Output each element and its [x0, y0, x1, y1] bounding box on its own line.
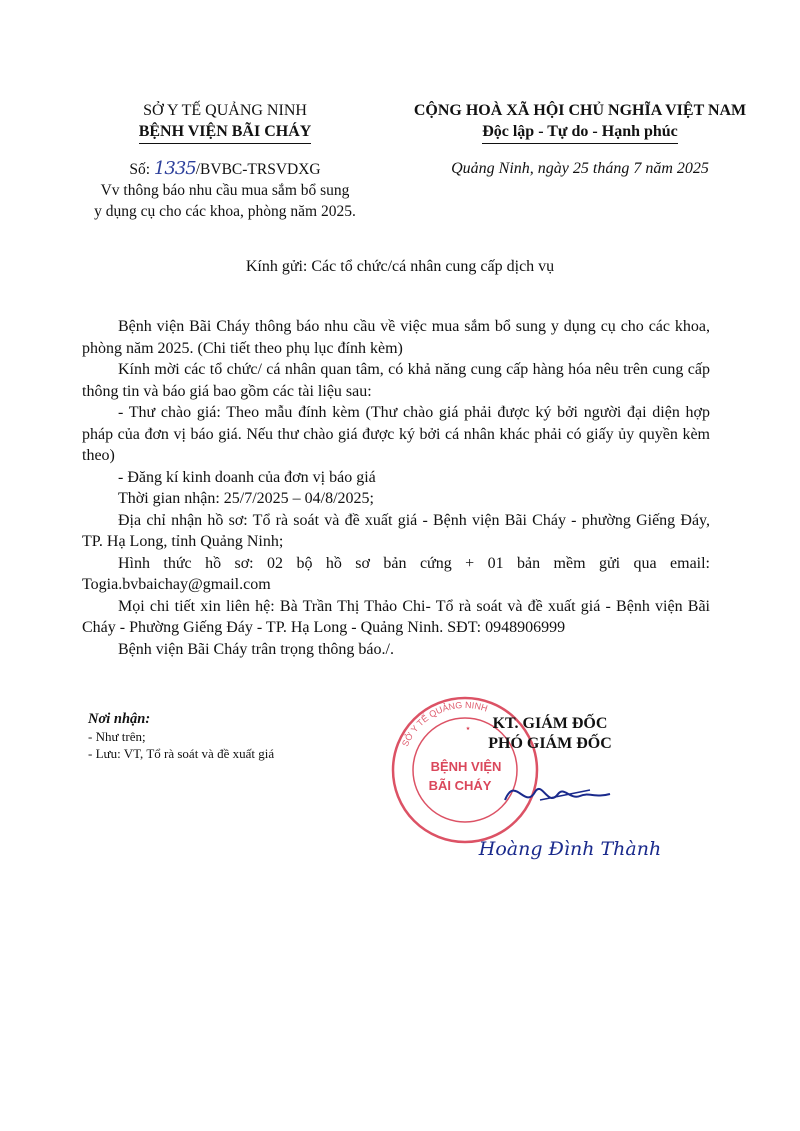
paragraph-5: Thời gian nhận: 25/7/2025 – 04/8/2025;: [118, 490, 374, 507]
paragraph-9: Bệnh viện Bãi Cháy trân trọng thông báo./.: [118, 640, 394, 658]
stamp-ring-text: SỞ Y TẾ QUẢNG NINH: [399, 699, 489, 748]
addressee-line: Kính gửi: Các tổ chức/cá nhân cung cấp dịch vụ: [245, 258, 555, 275]
paragraph-4: - Đăng kí kinh doanh của đơn vị báo giá: [118, 468, 376, 486]
national-title: CỘNG HOÀ XÃ HỘI CHỦ NGHĨA VIỆT NAM: [413, 102, 747, 119]
signature-title: [445, 714, 655, 754]
subject-line-2: y dụng cụ cho các khoa, phòng năm 2025.: [94, 203, 356, 220]
handwritten-number: 1335: [153, 158, 196, 179]
handwritten-signature: [500, 770, 620, 820]
signature-title-line-1: KT. GIÁM ĐỐC: [492, 715, 608, 732]
parent-agency: SỞ Y TẾ QUẢNG NINH: [143, 102, 307, 119]
agency-header: [60, 100, 390, 144]
stamp-inner-text-2: BÃI CHÁY: [428, 778, 492, 793]
paragraph-1: Bệnh viện Bãi Cháy thông báo nhu cầu về việc mua sắm bổ sung y dụng cụ cho các khoa, phòng năm 2025. (Chi tiết theo phụ lục đính kèm): [82, 318, 710, 357]
paragraph-2: Kính mời các tổ chức/ cá nhân quan tâm, có khả năng cung cấp hàng hóa nêu trên cung cấp thông tin và báo giá bao gồm các tài liệu sau:: [82, 361, 710, 400]
recipient-item: - Lưu: VT, Tổ rà soát và đề xuất giá: [88, 746, 275, 761]
reference-number: Số: 1335/BVBC-TRSVDXG: [129, 158, 321, 179]
national-motto: Độc lập - Tự do - Hạnh phúc: [380, 121, 780, 144]
paragraph-3: - Thư chào giá: Theo mẫu đính kèm (Thư chào giá phải được ký bởi người đại diện hợp pháp của đơn vị báo giá. Nếu thư chào giá được ký bởi cá nhân khác phải có giấy ủy quyền kèm theo): [82, 404, 710, 464]
subject-line-1: Vv thông báo nhu cầu mua sắm bổ sung: [100, 182, 350, 199]
stamp-star: ★: [465, 727, 471, 732]
recipients-block: [88, 710, 388, 762]
issuing-agency: BỆNH VIỆN BÃI CHÁY: [60, 121, 390, 144]
paragraph-7b-email: Togia.bvbaichay@gmail.com: [82, 576, 271, 593]
signature-title-line-2: PHÓ GIÁM ĐỐC: [488, 735, 612, 752]
signer-name: Hoàng Đình Thành: [478, 838, 662, 860]
national-header: [380, 100, 780, 144]
paragraph-6: Địa chỉ nhận hồ sơ: Tổ rà soát và đề xuất giá - Bệnh viện Bãi Cháy - phường Giếng Đáy, TP. Hạ Long, tỉnh Quảng Ninh;: [82, 511, 710, 550]
stamp-inner-text-1: BỆNH VIỆN: [430, 759, 502, 774]
document-body: [82, 316, 710, 660]
recipients-title: Nơi nhận:: [88, 711, 151, 727]
document-reference: [60, 158, 390, 222]
recipient-item: - Như trên;: [88, 729, 146, 744]
date-line: Quảng Ninh, ngày 25 tháng 7 năm 2025: [451, 160, 709, 177]
paragraph-8: Mọi chi tiết xin liên hệ: Bà Trần Thị Thảo Chi- Tổ rà soát và đề xuất giá - Bệnh viện Bãi Cháy - Phường Giếng Đáy - TP. Hạ Long - Quảng Ninh. SĐT: 0948906999: [82, 597, 710, 636]
paragraph-7a: Hình thức hồ sơ: 02 bộ hồ sơ bản cứng + 01 bản mềm gửi qua email:: [118, 554, 710, 572]
